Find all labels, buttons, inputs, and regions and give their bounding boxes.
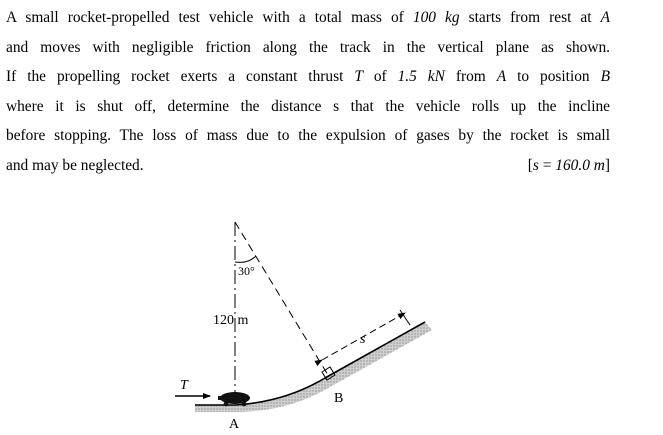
radius-label: 120 m	[213, 313, 249, 328]
angle-arc	[235, 256, 256, 262]
problem-line-2: and moves with negligible friction along the track in the vertical plane as shown.	[6, 38, 610, 56]
point-a-label: A	[229, 417, 240, 432]
thrust-symbol: T	[354, 68, 363, 86]
angle-label: 30°	[238, 264, 255, 278]
answer: [s = 160.0 m]	[527, 156, 610, 174]
thrust-value: 1.5 kN	[397, 68, 445, 86]
problem-line-4: where it is shut off, determine the distance s that the vehicle rolls up the incline	[6, 97, 610, 115]
problem-line-5: before stopping. The loss of mass due to the expulsion of gases by the rocket is small	[6, 127, 610, 145]
point-b-label: B	[334, 391, 344, 406]
problem-line-1: A small rocket-propelled test vehicle with a total mass of 100 kg starts from rest at A	[6, 9, 610, 26]
thrust-label: T	[180, 378, 188, 393]
inclined-radius-line	[235, 222, 328, 375]
distance-label: s	[360, 332, 366, 347]
distance-s-tick	[400, 310, 410, 325]
problem-line-3: If the propelling rocket exerts a constant thrust T of 1.5 kN from A to position B	[6, 68, 610, 86]
mass-value: 100 kg	[412, 9, 460, 26]
point-a-ref: A	[600, 9, 610, 26]
problem-line-6: and may be neglected. [s = 160.0 m]	[6, 151, 610, 181]
point-b-ref: B	[600, 68, 610, 86]
